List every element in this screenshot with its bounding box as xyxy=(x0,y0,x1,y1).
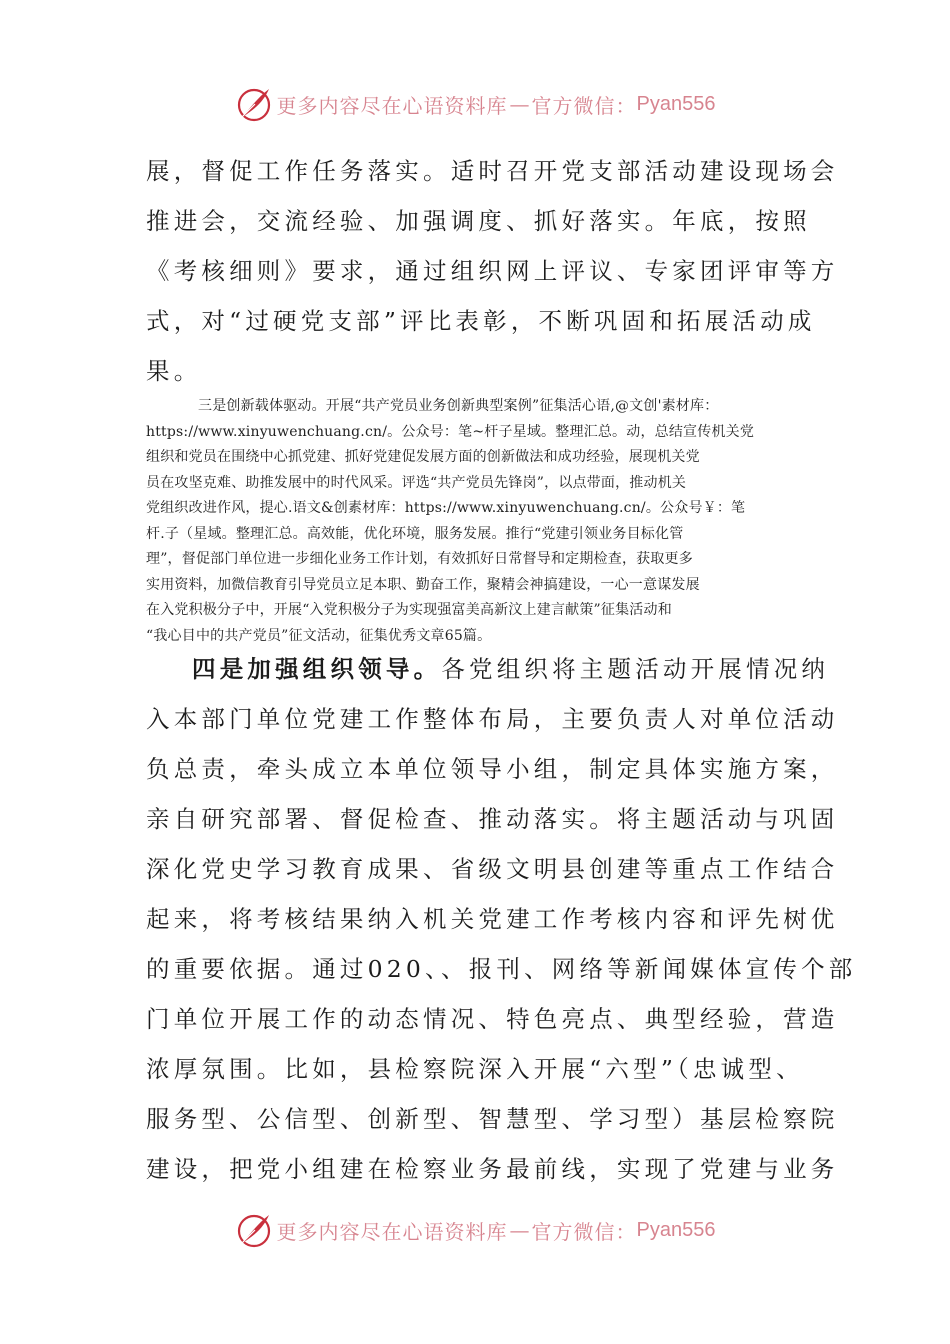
text-line: 三是创新载体驱动。开展“共产党员业务创新典型案例”征集活心语,@文创'素材库： xyxy=(198,398,719,414)
text-line: 式，对“过硬党支部”评比表彰，不断巩固和拓展活动成 xyxy=(146,307,816,335)
text-line: 员在攻坚克难、助推发展中的时代风采。评选“共产党员先锋岗”，以点带面，推动机关 xyxy=(146,474,687,491)
text-line: 浓厚氛围。比如，县检察院深入开展“六型”（忠诚型、 xyxy=(146,1055,804,1083)
text-line: 服务型、公信型、创新型、智慧型、学习型）基层检察院 xyxy=(146,1105,839,1133)
footer-wechat-label: 官方微信： xyxy=(531,1219,637,1244)
text-line: https://www.xinyuwenchuang.cn/。公众号：笔~杆子星域。整理汇总。动，总结宣传机关党 xyxy=(146,423,755,440)
text-line: 亲自研究部署、督促检查、推动落实。将主题活动与巩固 xyxy=(146,805,839,833)
text-line: 起来，将考核结果纳入机关党建工作考核内容和评先树优 xyxy=(146,905,839,933)
feather-pen-logo-icon xyxy=(235,1210,275,1250)
text-line: 门单位开展工作的动态情况、特色亮点、典型经验，营造 xyxy=(146,1005,839,1033)
text-line: 果。 xyxy=(146,357,202,385)
header-wechat-id: Pyan556 xyxy=(636,92,716,115)
footer-banner xyxy=(0,1210,950,1250)
text-line xyxy=(146,644,830,694)
text-line: 组织和党员在围绕中心抓党建、抓好党建促发展方面的创新做法和成功经验，展现机关党 xyxy=(146,449,700,465)
paragraph-3 xyxy=(146,644,857,1194)
header-banner xyxy=(0,84,950,124)
header-wechat-label: 官方微信： xyxy=(531,93,637,118)
text-line: 的重要依据。通过020、、报刊、网络等新闻媒体宣传个部 xyxy=(146,955,857,983)
footer-separator: — xyxy=(509,1218,530,1242)
text-line: 推进会，交流经验、加强调度、抓好落实。年底，按照 xyxy=(146,207,811,235)
text-line: 在入党积极分子中，开展“入党积极分子为实现强富美高新汶上建言献策”征集活动和 xyxy=(146,602,672,618)
text-line: 理”，督促部门单位进一步细化业务工作计划，有效抓好日常督导和定期检查，获取更多 xyxy=(146,551,693,567)
text-line: 入本部门单位党建工作整体布局，主要负责人对单位活动 xyxy=(146,705,839,733)
paragraph-1 xyxy=(146,146,839,396)
header-separator: — xyxy=(509,92,530,116)
paragraph-2 xyxy=(146,394,810,649)
footer-wechat-id: Pyan556 xyxy=(636,1218,716,1241)
footer-site-text: 更多内容尽在心语资料库 xyxy=(276,1219,508,1244)
section-lead-heading: 四是加强组织领导。 xyxy=(192,655,442,683)
text-line-rest: 各党组织将主题活动开展情况纳 xyxy=(441,655,830,683)
text-line: 负总责，牵头成立本单位领导小组，制定具体实施方案， xyxy=(146,755,839,783)
text-line: 深化党史学习教育成果、省级文明县创建等重点工作结合 xyxy=(146,855,839,883)
text-line: 建设，把党小组建在检察业务最前线，实现了党建与业务 xyxy=(146,1155,839,1183)
text-line: 《考核细则》要求，通过组织网上评议、专家团评审等方 xyxy=(146,257,839,285)
text-line: 展，督促工作任务落实。适时召开党支部活动建设现场会 xyxy=(146,157,839,185)
text-line: “我心目中的共产党员”征文活动，征集优秀文章65篇。 xyxy=(146,627,492,644)
feather-pen-logo-icon xyxy=(235,84,275,124)
text-line: 杆.子（星域。整理汇总。高效能，优化环境，服务发展。推行“党建引领业务目标化管 xyxy=(146,525,684,542)
header-site-text: 更多内容尽在心语资料库 xyxy=(276,93,508,118)
text-line: 实用资料，加微信教育引导党员立足本职、勤奋工作，聚精会神搞建设，一心一意谋发展 xyxy=(146,576,700,593)
text-line: 党组织改进作风，提心.语文&创素材库：https://www.xinyuwenchuang.cn/。公众号￥：笔 xyxy=(146,500,746,516)
